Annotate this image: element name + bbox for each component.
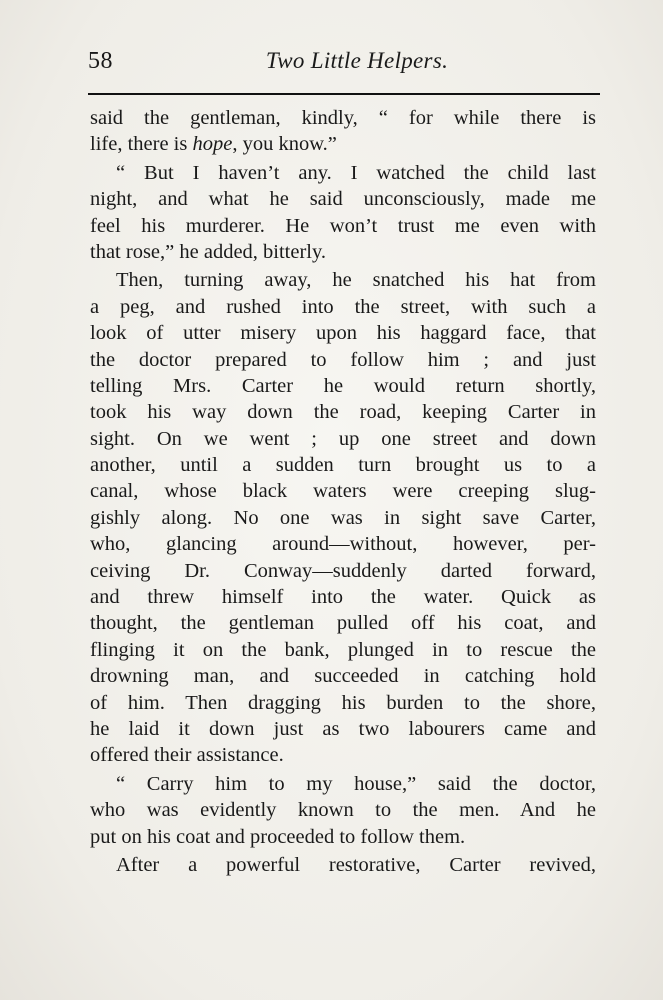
text-line: telling Mrs. Carter he would return shortly,	[90, 374, 596, 397]
text-line: thought, the gentleman pulled off his coat, and	[90, 612, 596, 635]
text-line: ceiving Dr. Conway—suddenly darted forward,	[90, 559, 596, 582]
page-number: 58	[88, 48, 113, 74]
paragraph	[90, 267, 596, 768]
text-line: a peg, and rushed into the street, with such a	[90, 295, 596, 318]
text-line: took his way down the road, keeping Carter in	[90, 401, 596, 424]
paragraph	[90, 771, 596, 850]
text-line: feel his murderer. He won’t trust me even with	[90, 214, 596, 237]
text-line: the doctor prepared to follow him ; and just	[90, 348, 596, 371]
text-line: who was evidently known to the men. And he	[90, 799, 596, 822]
text-line: “ Carry him to my house,” said the doctor,	[116, 772, 596, 795]
text-line: life, there is hope, you know.”	[90, 133, 337, 156]
body-text	[90, 105, 596, 878]
header-rule	[88, 93, 600, 95]
text-line: another, until a sudden turn brought us to a	[90, 454, 596, 477]
text-line: Then, turning away, he snatched his hat from	[116, 269, 596, 292]
page-header	[86, 44, 598, 84]
text-line: put on his coat and proceeded to follow them.	[90, 825, 466, 848]
text-line: said the gentleman, kindly, “ for while there is	[90, 107, 596, 129]
text-line: he laid it down just as two labourers came and	[90, 717, 596, 740]
running-title: Two Little Helpers.	[265, 48, 449, 73]
text-line: offered their assistance.	[90, 744, 284, 767]
paragraph	[90, 160, 596, 266]
text-line: After a powerful restorative, Carter revived,	[116, 853, 596, 876]
text-line: sight. On we went ; up one street and down	[90, 427, 596, 450]
text-line: night, and what he said unconsciously, made me	[90, 188, 596, 211]
text-line: drowning man, and succeeded in catching hold	[90, 665, 596, 688]
paragraph	[90, 105, 596, 158]
text-line: of him. Then dragging his burden to the shore,	[90, 691, 596, 714]
text-line: “ But I haven’t any. I watched the child last	[116, 161, 596, 184]
text-line: who, glancing around—without, however, per-	[90, 533, 596, 556]
text-line: gishly along. No one was in sight save Carter,	[90, 506, 596, 529]
text-line: and threw himself into the water. Quick as	[90, 586, 596, 609]
text-line: canal, whose black waters were creeping slug-	[90, 480, 596, 503]
text-line: look of utter misery upon his haggard face, that	[90, 322, 596, 345]
text-line: flinging it on the bank, plunged in to rescue the	[90, 638, 596, 661]
paragraph	[90, 852, 596, 878]
text-line: that rose,” he added, bitterly.	[90, 240, 327, 263]
